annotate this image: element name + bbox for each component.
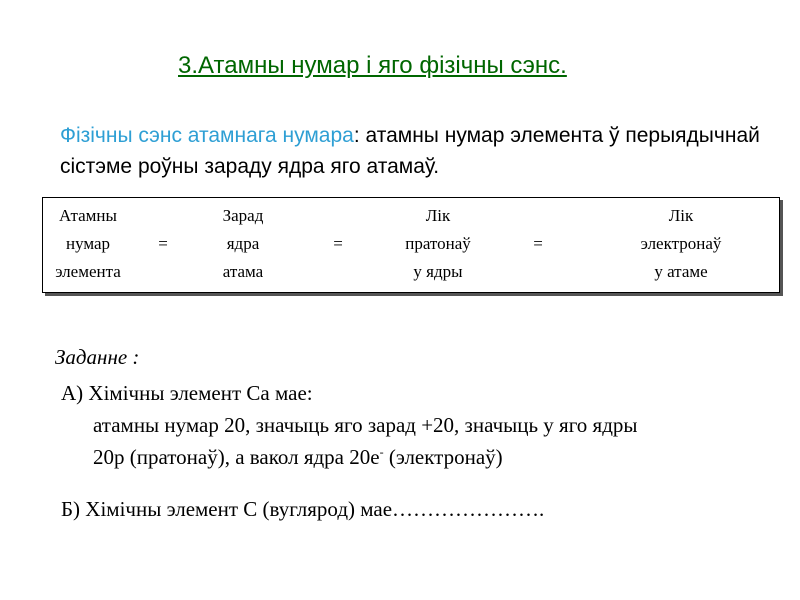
formula-cell: Лік	[668, 206, 694, 225]
formula-cell: у ядры	[413, 262, 463, 281]
formula-row-3	[43, 258, 779, 286]
formula-cell: ядра	[226, 234, 260, 253]
formula-table	[43, 202, 779, 286]
equals-sign: =	[333, 234, 343, 253]
equals-sign: =	[158, 234, 168, 253]
formula-row-1	[43, 202, 779, 230]
formula-cell: атама	[222, 262, 264, 281]
formula-cell	[493, 202, 583, 230]
formula-cell: у атаме	[654, 262, 708, 281]
slide-title: 3.Атамны нумар і яго фізічны сэнс.	[178, 52, 567, 79]
task-a-line-2-pre: 20р (пратонаў), а вакол ядра 20е	[93, 445, 380, 469]
formula-cell: Атамны	[59, 206, 117, 225]
task-a-label: А) Хімічны элемент Са мае:	[61, 381, 313, 405]
formula-cell	[133, 258, 193, 286]
task-section	[55, 341, 795, 525]
task-a-line-1: атамны нумар 20, значыць яго зарад +20, значыць у яго ядры	[93, 413, 638, 437]
formula-box	[42, 197, 780, 293]
task-b-label: Б) Хімічны элемент С (вуглярод) мае………………….	[61, 497, 545, 521]
formula-row-2	[43, 230, 779, 258]
electron-charge-sup: -	[379, 445, 384, 459]
formula-cell: Зарад	[222, 206, 264, 225]
formula-cell: нумар	[65, 234, 111, 253]
formula-cell: Лік	[425, 206, 451, 225]
definition-highlight: Фізічны сэнс атамнага нумара	[60, 124, 354, 147]
definition-text: : атамны нумар элемента ў перыядычнай сістэме роўны зараду ядра яго атамаў.	[60, 124, 760, 178]
definition-paragraph	[60, 120, 780, 182]
task-title: Заданне :	[55, 345, 140, 369]
formula-cell: элемента	[55, 262, 121, 281]
equals-sign: =	[533, 234, 543, 253]
task-a-line-2	[55, 441, 795, 473]
spacer	[55, 473, 795, 493]
formula-cell	[293, 202, 383, 230]
formula-cell	[293, 258, 383, 286]
formula-cell: пратонаў	[405, 234, 471, 253]
task-a-line-2-post: (электронаў)	[383, 445, 503, 469]
formula-cell	[493, 258, 583, 286]
formula-cell: электронаў	[640, 234, 722, 253]
formula-cell	[133, 202, 193, 230]
